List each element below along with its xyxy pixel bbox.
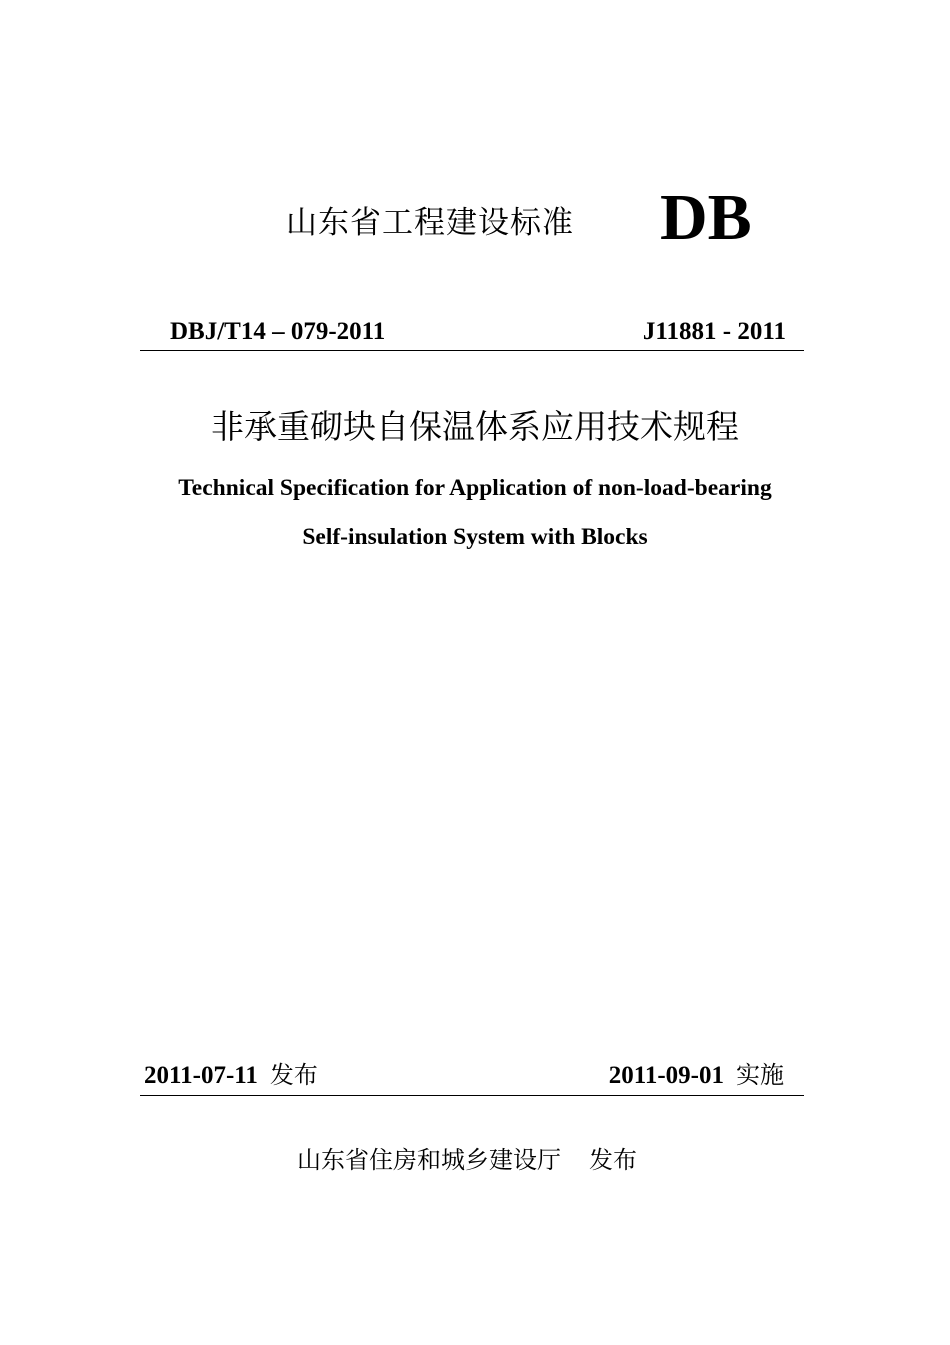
document-title-english-line2: Self-insulation System with Blocks [302, 524, 648, 550]
publisher-name: 山东省住房和城乡建设厅 [297, 1146, 561, 1174]
top-divider [140, 350, 804, 351]
issue-label: 发布 [269, 1061, 318, 1089]
standard-category: 山东省工程建设标准 [286, 205, 574, 241]
implement-label: 实施 [736, 1061, 784, 1089]
document-title-english-line1: Technical Specification for Application of non-load-bearing [178, 475, 772, 501]
document-title-chinese: 非承重砌块自保温体系应用技术规程 [211, 407, 739, 446]
issue-date: 2011-07-11 [144, 1062, 258, 1089]
standard-mark: DB [660, 181, 752, 254]
record-number: J11881 - 2011 [642, 318, 786, 345]
implement-info [609, 1059, 784, 1092]
publisher-line [297, 1144, 637, 1176]
implement-date: 2011-09-01 [608, 1062, 724, 1089]
bottom-divider [140, 1095, 804, 1096]
standard-number: DBJ/T14 – 079-2011 [170, 318, 386, 345]
publisher-action: 发布 [589, 1146, 637, 1174]
issue-info [144, 1059, 318, 1092]
